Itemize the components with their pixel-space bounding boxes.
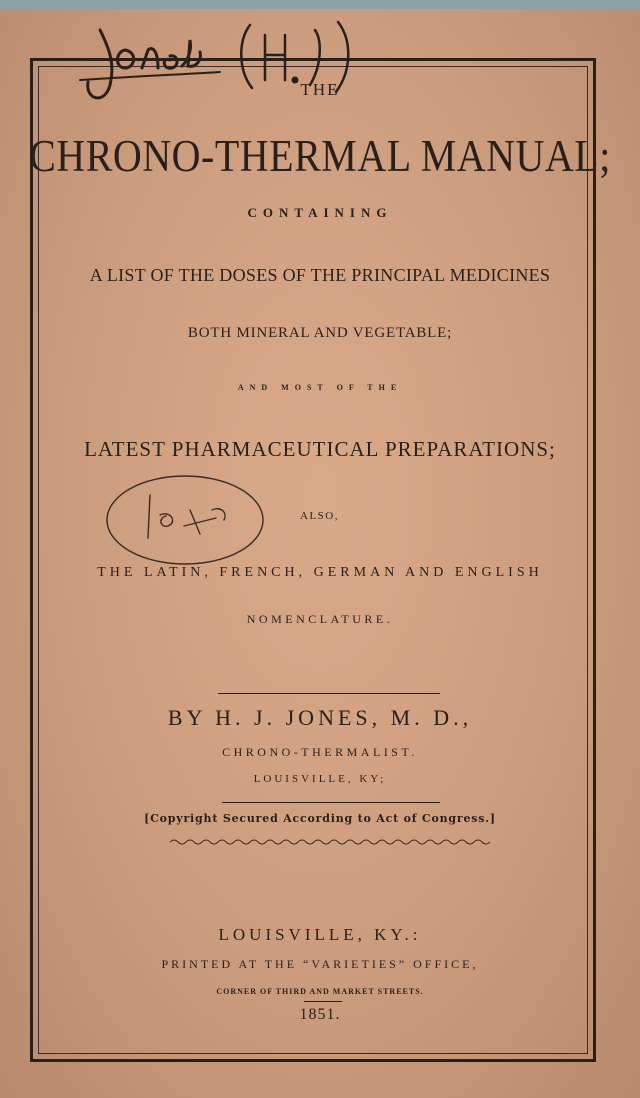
printer-line: PRINTED AT THE “VARIETIES” OFFICE,	[161, 957, 479, 971]
author-line: BY H. J. JONES, M. D.,	[167, 705, 473, 730]
profession-line: CHRONO-THERMALIST.	[222, 745, 418, 759]
printer-address: CORNER OF THIRD AND MARKET STREETS.	[216, 987, 424, 996]
publication-city: LOUISVILLE, KY.:	[218, 925, 422, 944]
and-most-line: AND MOST OF THE	[237, 383, 403, 392]
also-line: ALSO,	[300, 510, 339, 522]
author-city: LOUISVILLE, KY;	[253, 773, 387, 785]
divider-rule	[218, 693, 440, 694]
languages-line: THE LATIN, FRENCH, GERMAN AND ENGLISH	[97, 565, 543, 580]
list-line: A LIST OF THE DOSES OF THE PRINCIPAL MEDICINES	[89, 265, 551, 285]
mineral-vegetable-line: BOTH MINERAL AND VEGETABLE;	[187, 325, 453, 341]
preparations-line: LATEST PHARMACEUTICAL PREPARATIONS;	[84, 437, 556, 461]
short-rule	[304, 1001, 342, 1002]
nomenclature-line: NOMENCLATURE.	[246, 612, 394, 626]
publication-year: 1851.	[299, 1006, 341, 1023]
page-top-edge	[0, 0, 640, 9]
containing-line: CONTAINING	[247, 205, 393, 220]
divider-rule	[222, 802, 440, 803]
copyright-notice: [Copyright Secured According to Act of Congress.]	[144, 812, 496, 825]
book-title: CHRONO-THERMAL MANUAL;	[29, 129, 611, 182]
wavy-ornament-rule	[170, 836, 490, 848]
title-article: THE	[300, 80, 340, 99]
